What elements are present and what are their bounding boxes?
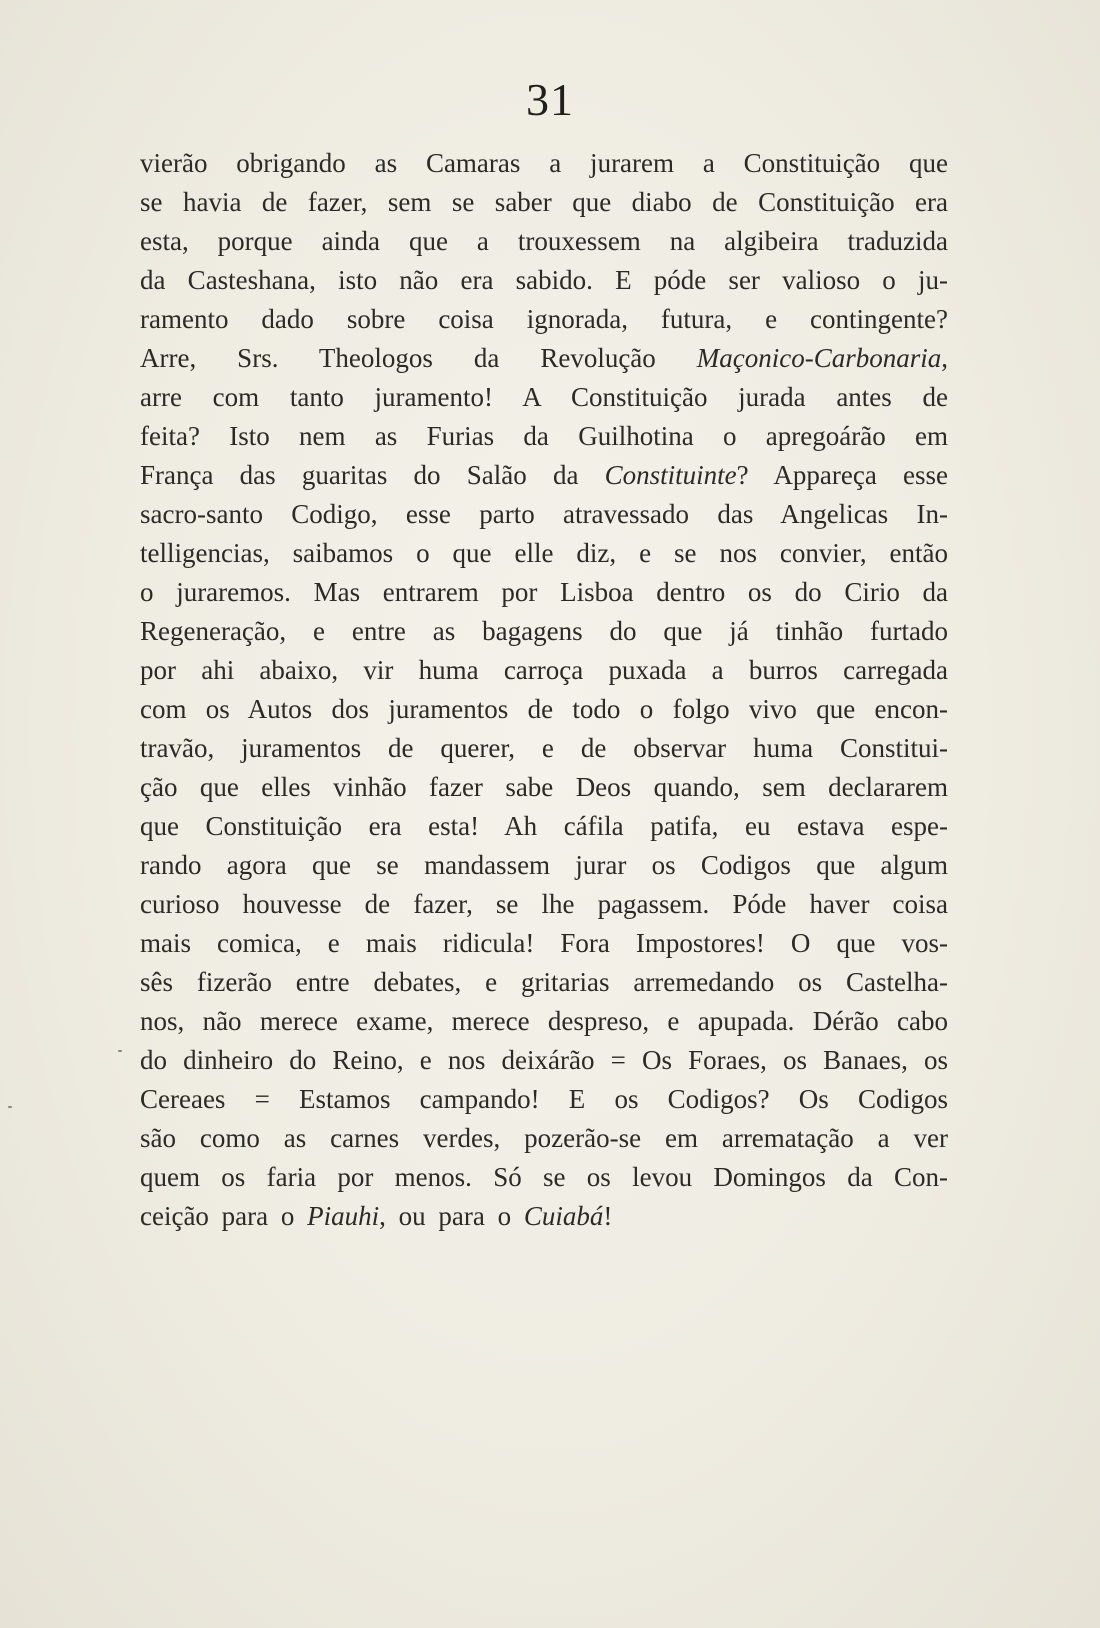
text-line (140, 1080, 948, 1119)
text-segment: feita? Isto nem as Furias da Guilhotina o apregoárão em (140, 421, 948, 451)
text-segment: quem os faria por menos. Só se os levou Domingos da Con- (140, 1162, 948, 1192)
text-line (140, 573, 948, 612)
text-segment: ramento dado sobre coisa ignorada, futura, e contingente? (140, 304, 948, 334)
text-line (140, 963, 948, 1002)
text-segment: do dinheiro do Reino, e nos deixárão = Os Foraes, os Banaes, os (140, 1045, 948, 1075)
text-line (140, 612, 948, 651)
text-segment: , ou para o (379, 1201, 524, 1231)
text-line (140, 339, 948, 378)
text-segment: Cereaes = Estamos campando! E os Codigos? Os Codigos (140, 1084, 948, 1114)
text-segment: esta, porque ainda que a trouxessem na algibeira traduzida (140, 226, 948, 256)
text-line (140, 729, 948, 768)
text-line (140, 651, 948, 690)
text-line (140, 144, 948, 183)
paper-speck (118, 1050, 122, 1052)
text-segment: telligencias, saibamos o que elle diz, e se nos convier, então (140, 538, 948, 568)
italic-text: Constituinte (604, 460, 737, 490)
text-segment: ceição para o (140, 1201, 308, 1231)
text-segment: nos, não merece exame, merece despreso, e apupada. Dérão cabo (140, 1006, 948, 1036)
text-segment: sacro-santo Codigo, esse parto atravessado das Angelicas In- (140, 499, 948, 529)
text-segment: curioso houvesse de fazer, se lhe pagassem. Póde haver coisa (140, 889, 948, 919)
text-line (140, 924, 948, 963)
text-segment: ção que elles vinhão fazer sabe Deos quando, sem declararem (140, 772, 948, 802)
text-line (140, 183, 948, 222)
text-segment: sês fizerão entre debates, e gritarias arremedando os Castelha- (140, 967, 948, 997)
text-segment: França das guaritas do Salão da (140, 460, 605, 490)
text-line (140, 768, 948, 807)
text-segment: com os Autos dos juramentos de todo o folgo vivo que encon- (140, 694, 948, 724)
text-line (140, 1158, 948, 1197)
text-segment: por ahi abaixo, vir huma carroça puxada a burros carregada (140, 655, 948, 685)
text-segment: ! (603, 1201, 613, 1231)
text-segment: Arre, Srs. Theologos da Revolução (140, 343, 697, 373)
italic-text: Piauhi (307, 1201, 380, 1231)
text-line (140, 807, 948, 846)
text-line (140, 534, 948, 573)
italic-text: Cuiabá (523, 1201, 604, 1231)
text-segment: rando agora que se mandassem jurar os Codigos que algum (140, 850, 948, 880)
text-segment: da Casteshana, isto não era sabido. E póde ser valioso o ju- (140, 265, 948, 295)
text-segment: vierão obrigando as Camaras a jurarem a Constituição que (140, 148, 948, 178)
text-segment: Regeneração, e entre as bagagens do que já tinhão furtado (140, 616, 948, 646)
text-line (140, 885, 948, 924)
text-line (140, 456, 948, 495)
text-line (140, 300, 948, 339)
italic-text: Maçonico-Carbonaria (696, 343, 942, 373)
text-line (140, 690, 948, 729)
text-segment: arre com tanto juramento! A Constituição jurada antes de (140, 382, 948, 412)
text-line (140, 378, 948, 417)
text-segment: travão, juramentos de querer, e de observar huma Constitui- (140, 733, 948, 763)
text-line (140, 846, 948, 885)
text-line (140, 1197, 948, 1236)
paper-speck (8, 1106, 12, 1108)
text-segment: que Constituição era esta! Ah cáfila patifa, eu estava espe- (140, 811, 948, 841)
text-line (140, 222, 948, 261)
text-segment: o juraremos. Mas entrarem por Lisboa dentro os do Cirio da (140, 577, 948, 607)
text-segment: ? Appareça esse (736, 460, 948, 490)
text-line (140, 1041, 948, 1080)
text-line (140, 1002, 948, 1041)
text-line (140, 261, 948, 300)
text-segment: , (941, 343, 948, 373)
page-number: 31 (526, 74, 574, 125)
text-line (140, 495, 948, 534)
text-segment: mais comica, e mais ridicula! Fora Impostores! O que vos- (140, 928, 948, 958)
text-segment: são como as carnes verdes, pozerão-se em arrematação a ver (140, 1123, 948, 1153)
body-text (140, 144, 948, 1236)
text-segment: se havia de fazer, sem se saber que diabo de Constituição era (140, 187, 948, 217)
text-line (140, 1119, 948, 1158)
text-line (140, 417, 948, 456)
